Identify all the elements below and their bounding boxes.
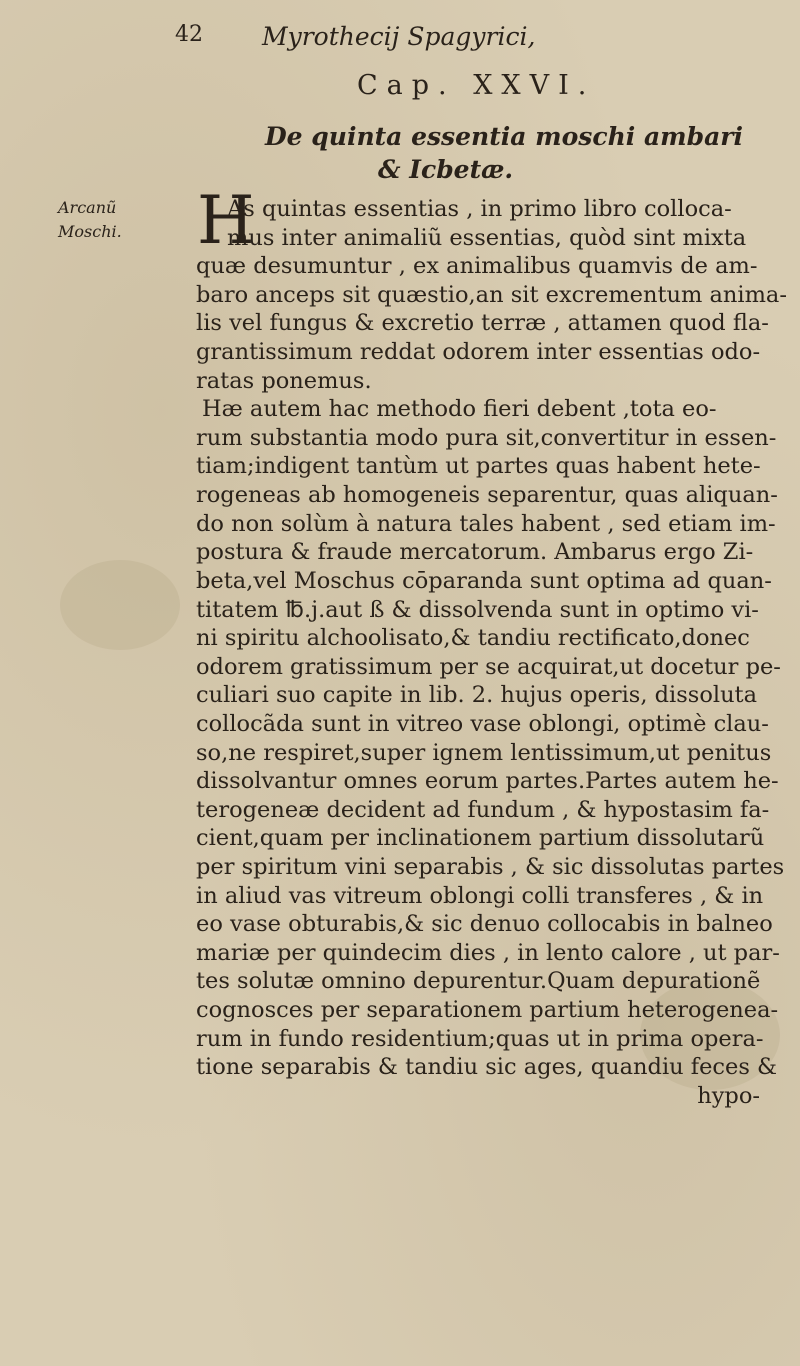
- text-line: rum in fundo residentium;quas ut in prima opera-: [196, 1025, 764, 1052]
- text-line: postura & fraude mercatorum. Ambarus ergo Zi-: [196, 539, 754, 566]
- running-head: Myrothecij Spagyrici,: [262, 22, 536, 51]
- text-line: grantissimum reddat odorem inter essentias odo-: [196, 339, 761, 366]
- text-line: mariæ per quindecim dies , in lento calore , ut par-: [196, 939, 780, 966]
- margin-note: [58, 196, 122, 244]
- text-line: Hæ autem hac methodo fieri debent ,tota eo-: [202, 396, 717, 423]
- text-line: ratas ponemus.: [196, 367, 372, 394]
- text-line: rum substantia modo pura sit,convertitur in essen-: [196, 424, 777, 451]
- margin-note-line-1: Arcanũ: [58, 198, 117, 217]
- text-line: tes solutæ omnino depurentur.Quam depurationẽ: [196, 968, 761, 995]
- text-line: beta,vel Moschus cōparanda sunt optima ad quan-: [196, 567, 772, 594]
- text-line: ni spiritu alchoolisato,& tandiu rectificato,donec: [196, 625, 750, 652]
- text-line: terogeneæ decident ad fundum , & hypostasim fa-: [196, 796, 770, 823]
- text-line: eo vase obturabis,& sic denuo collocabis in balneo: [196, 911, 773, 938]
- chapter-heading: Cap. XXVI.: [357, 70, 596, 101]
- margin-note-line-2: Moschi.: [58, 222, 122, 241]
- catchword: hypo-: [697, 1082, 760, 1109]
- text-line: quæ desumuntur , ex animalibus quamvis de am-: [196, 253, 758, 280]
- text-line: baro anceps sit quæstio,an sit excrementum anima-: [196, 281, 787, 308]
- text-line: tione separabis & tandiu sic ages, quandiu feces &: [196, 1054, 778, 1081]
- text-line: mus inter animaliũ essentias, quòd sint mixta: [227, 224, 747, 251]
- text-line: rogeneas ab homogeneis separentur, quas aliquan-: [196, 482, 778, 509]
- text-line: collocãda sunt in vitreo vase oblongi, optimè clau-: [196, 710, 769, 737]
- text-line: cient,quam per inclinationem partium dissolutarũ: [196, 825, 765, 852]
- body-text: [196, 195, 787, 1111]
- text-line: titatem ℔.j.aut ß & dissolvenda sunt in optimo vi-: [196, 596, 759, 623]
- text-line: do non solùm à natura tales habent , sed etiam im-: [196, 510, 776, 537]
- text-line: per spiritum vini separabis , & sic dissolutas partes: [196, 854, 785, 881]
- text-line: culiari suo capite in lib. 2. hujus operis, dissoluta: [196, 682, 758, 709]
- page-number: 42: [175, 22, 203, 47]
- paper-stain: [60, 560, 180, 650]
- drop-cap: H: [197, 182, 255, 259]
- text-line: so,ne respiret,super ignem lentissimum,ut penitus: [196, 739, 772, 766]
- text-line: lis vel fungus & excretio terræ , attamen quod fla-: [196, 310, 769, 337]
- text-line: in aliud vas vitreum oblongi colli transferes , & in: [196, 882, 764, 909]
- text-line: odorem gratissimum per se acquirat,ut docetur pe-: [196, 653, 781, 680]
- section-title-line-2: & Icbetæ.: [378, 155, 514, 184]
- text-line: dissolvantur omnes eorum partes.Partes autem he-: [196, 768, 779, 795]
- section-title-line-1: De quinta essentia moschi ambari: [265, 122, 743, 151]
- text-line: As quintas essentias , in primo libro colloca-: [227, 196, 732, 222]
- text-line: tiam;indigent tantùm ut partes quas habent hete-: [196, 453, 761, 480]
- text-line: cognosces per separationem partium heterogenea-: [196, 997, 779, 1024]
